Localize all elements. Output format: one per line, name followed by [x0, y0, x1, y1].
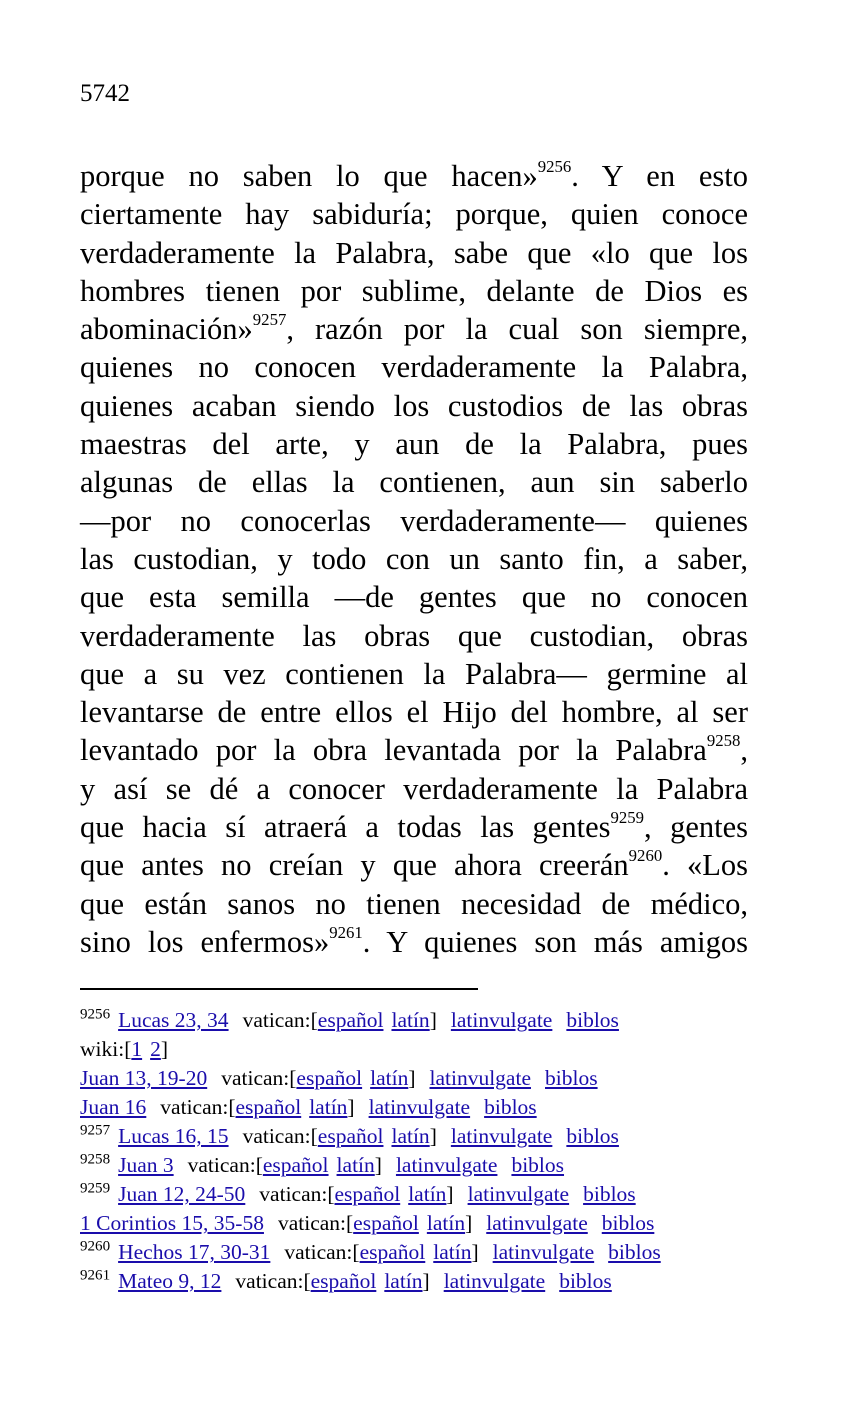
footnote-line: [80, 1238, 780, 1267]
latin-link[interactable]: latín: [408, 1182, 447, 1206]
latinvulgate-link[interactable]: latinvulgate: [492, 1240, 595, 1264]
footnote-line: [80, 1267, 780, 1296]
latinvulgate-link[interactable]: latinvulgate: [486, 1211, 588, 1235]
text-segment: las custodian, y todo con un santo fin, a saber,: [80, 541, 748, 576]
footnote-line: [80, 1093, 780, 1122]
biblos-link[interactable]: biblos: [511, 1153, 565, 1177]
vatican-close: ]: [429, 1124, 437, 1148]
text-segment: maestras del arte, y aun de la Palabra, pues: [80, 427, 748, 462]
text-segment: . «Los: [662, 848, 749, 883]
footnote-line: [80, 1035, 780, 1064]
scripture-link[interactable]: Mateo 9, 12: [118, 1269, 222, 1293]
text-line: [80, 195, 748, 233]
latin-link[interactable]: latín: [384, 1269, 423, 1293]
text-line: [80, 731, 748, 769]
text-line: [80, 693, 748, 731]
text-line: [80, 808, 748, 846]
footnote-line: [80, 1006, 780, 1035]
latinvulgate-link[interactable]: latinvulgate: [450, 1008, 553, 1032]
footnote-number: 9261: [80, 1267, 111, 1284]
text-segment: que están sanos no tienen necesidad de médico,: [80, 886, 748, 921]
text-line: [80, 770, 748, 808]
text-segment: que esta semilla ―de gentes que no conocen: [80, 580, 748, 615]
text-line: [80, 310, 748, 348]
latin-link[interactable]: latín: [391, 1008, 430, 1032]
biblos-link[interactable]: biblos: [566, 1008, 619, 1032]
text-segment: que antes no creían y que ahora creerán: [80, 848, 629, 883]
biblos-link[interactable]: biblos: [545, 1066, 598, 1090]
text-line: [80, 540, 748, 578]
espanol-link[interactable]: español: [317, 1008, 384, 1032]
vatican-close: ]: [429, 1008, 437, 1032]
scripture-link[interactable]: 1 Corintios 15, 35-58: [80, 1211, 264, 1235]
vatican-close: ]: [374, 1153, 382, 1177]
vatican-label: vatican:[: [221, 1066, 297, 1090]
text-segment: . Y quienes son más amigos: [362, 924, 748, 959]
footnote-line: [80, 1209, 780, 1238]
latin-link[interactable]: latín: [336, 1153, 375, 1177]
scripture-link[interactable]: Juan 13, 19-20: [80, 1066, 208, 1090]
text-line: [80, 578, 748, 616]
vatican-close: ]: [465, 1211, 473, 1235]
page-number: 5742: [80, 80, 130, 107]
scripture-link[interactable]: Lucas 23, 34: [118, 1008, 229, 1032]
espanol-link[interactable]: español: [317, 1124, 384, 1148]
footnote-line: [80, 1064, 780, 1093]
latin-link[interactable]: latín: [391, 1124, 430, 1148]
wiki-close: ]: [160, 1037, 169, 1061]
latinvulgate-link[interactable]: latinvulgate: [368, 1095, 471, 1119]
footnotes: [80, 1006, 780, 1296]
latin-link[interactable]: latín: [433, 1240, 472, 1264]
latinvulgate-link[interactable]: latinvulgate: [395, 1153, 498, 1177]
vatican-label: vatican:[: [259, 1182, 335, 1206]
latin-link[interactable]: latín: [370, 1066, 409, 1090]
text-segment: que a su vez contienen la Palabra― germine al: [80, 656, 748, 691]
text-line: [80, 655, 748, 693]
text-line: [80, 387, 748, 425]
text-segment: quienes acaban siendo los custodios de las obras: [80, 388, 748, 423]
text-segment: porque no saben lo que hacen»: [80, 159, 538, 193]
latinvulgate-link[interactable]: latinvulgate: [429, 1066, 531, 1090]
footnote-marker[interactable]: 9260: [628, 846, 663, 866]
text-segment: ciertamente hay sabiduría; porque, quien conoce: [80, 197, 748, 232]
biblos-link[interactable]: biblos: [608, 1240, 661, 1264]
text-segment: verdaderamente las obras que custodian, obras: [80, 618, 748, 653]
biblos-link[interactable]: biblos: [583, 1182, 636, 1206]
text-line: [80, 463, 748, 501]
biblos-link[interactable]: biblos: [484, 1095, 537, 1119]
vatican-label: vatican:[: [235, 1269, 311, 1293]
text-segment: levantarse de entre ellos el Hijo del hombre, al ser: [80, 695, 748, 730]
text-segment: . Y en esto: [571, 159, 748, 193]
text-segment: algunas de ellas la contienen, aun sin saberlo: [80, 465, 748, 500]
text-segment: quienes no conocen verdaderamente la Palabra,: [80, 350, 748, 385]
text-segment: abominación»: [80, 312, 253, 347]
scripture-link[interactable]: Hechos 17, 30-31: [118, 1240, 271, 1264]
text-line: [80, 846, 748, 884]
biblos-link[interactable]: biblos: [601, 1211, 655, 1235]
text-line: [80, 425, 748, 463]
footnote-line: [80, 1122, 780, 1151]
text-segment: ―por no conocerlas verdaderamente― quienes: [80, 503, 748, 538]
scripture-link[interactable]: Juan 3: [118, 1153, 174, 1177]
vatican-close: ]: [471, 1240, 479, 1264]
body-text: [80, 157, 748, 961]
footnote-number: 9259: [80, 1180, 111, 1197]
footnote-line: [80, 1180, 780, 1209]
scripture-link[interactable]: Lucas 16, 15: [118, 1124, 229, 1148]
espanol-link[interactable]: español: [353, 1211, 419, 1235]
vatican-close: ]: [347, 1095, 355, 1119]
footnote-marker[interactable]: 9257: [252, 309, 287, 329]
text-segment: levantado por la obra levantada por la Palabra: [80, 733, 707, 768]
vatican-close: ]: [408, 1066, 416, 1090]
latinvulgate-link[interactable]: latinvulgate: [467, 1182, 570, 1206]
text-segment: , gentes: [644, 810, 749, 845]
espanol-link[interactable]: español: [262, 1153, 329, 1177]
vatican-close: ]: [446, 1182, 454, 1206]
text-segment: hombres tienen por sublime, delante de Dios es: [80, 273, 748, 308]
text-line: [80, 157, 748, 195]
text-segment: verdaderamente la Palabra, sabe que «lo que los: [80, 235, 748, 270]
wiki-link[interactable]: 2: [150, 1037, 161, 1061]
espanol-link[interactable]: español: [359, 1240, 426, 1264]
latin-link[interactable]: latín: [309, 1095, 348, 1119]
text-segment: que hacia sí atraerá a todas las gentes: [80, 810, 611, 845]
vatican-label: vatican:[: [242, 1008, 318, 1032]
text-line: [80, 272, 748, 310]
vatican-label: vatican:[: [187, 1153, 263, 1177]
latinvulgate-link[interactable]: latinvulgate: [450, 1124, 553, 1148]
text-line: [80, 923, 748, 961]
latin-link[interactable]: latín: [426, 1211, 466, 1235]
footnote-number: 9260: [80, 1238, 111, 1255]
text-segment: , razón por la cual son siempre,: [286, 312, 748, 347]
text-segment: y así se dé a conocer verdaderamente la Palabra: [80, 771, 748, 806]
vatican-close: ]: [422, 1269, 430, 1293]
wiki-label: wiki:[: [80, 1037, 132, 1061]
espanol-link[interactable]: español: [334, 1182, 401, 1206]
text-line: [80, 348, 748, 386]
scripture-link[interactable]: Juan 16: [80, 1095, 147, 1119]
espanol-link[interactable]: español: [296, 1066, 363, 1090]
footnote-marker[interactable]: 9261: [329, 922, 363, 942]
vatican-label: vatican:[: [284, 1240, 360, 1264]
wiki-link[interactable]: 1: [131, 1037, 143, 1061]
text-line: [80, 617, 748, 655]
footnote-rule: [80, 988, 478, 990]
footnote-number: 9257: [80, 1122, 111, 1139]
footnote-marker[interactable]: 9256: [537, 156, 572, 176]
text-line: [80, 502, 748, 540]
espanol-link[interactable]: español: [235, 1095, 302, 1119]
espanol-link[interactable]: español: [310, 1269, 377, 1293]
biblos-link[interactable]: biblos: [566, 1124, 619, 1148]
footnote-marker[interactable]: 9259: [610, 807, 645, 827]
text-segment: sino los enfermos»: [80, 924, 330, 959]
vatican-label: vatican:[: [242, 1124, 318, 1148]
footnote-number: 9258: [80, 1151, 111, 1168]
scripture-link[interactable]: Juan 12, 24-50: [118, 1182, 246, 1206]
vatican-label: vatican:[: [277, 1211, 354, 1235]
text-segment: ,: [740, 733, 748, 768]
footnote-line: [80, 1151, 780, 1180]
text-line: [80, 234, 748, 272]
biblos-link[interactable]: biblos: [559, 1269, 612, 1293]
latinvulgate-link[interactable]: latinvulgate: [443, 1269, 546, 1293]
text-line: [80, 885, 748, 923]
footnote-marker[interactable]: 9258: [706, 731, 741, 751]
footnote-number: 9256: [80, 1006, 111, 1023]
vatican-label: vatican:[: [160, 1095, 236, 1119]
